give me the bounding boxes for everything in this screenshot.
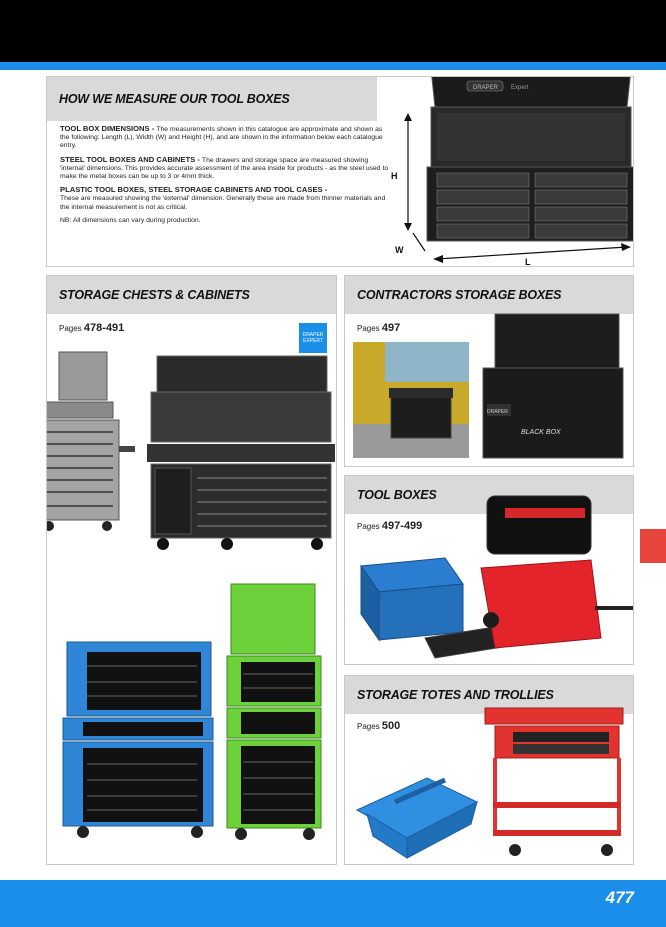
p1-head: TOOL BOX DIMENSIONS - — [60, 124, 157, 133]
dim-l-label: L — [525, 257, 531, 267]
toolboxes-images — [345, 488, 634, 665]
contract-pages-label: Pages — [357, 324, 380, 333]
totes-trollies-panel — [344, 675, 634, 865]
p3-body: These are measured showing the 'external' dimension. Generally these are made from thinner materials and the internal measurement is not as critical. — [60, 195, 386, 211]
p2-body: The drawers and storage space are measured showing 'internal' dimensions. This provides accurate assessment of the area inside for products - as the steel used to make the metal boxes can be up to 3 or 4mm thick. — [60, 156, 389, 181]
contract-title: CONTRACTORS STORAGE BOXES — [357, 288, 562, 302]
p3-head: PLASTIC TOOL BOXES, STEEL STORAGE CABINETS AND TOOL CASES - — [60, 185, 328, 195]
toolboxes-title: TOOL BOXES — [357, 488, 437, 502]
measure-header — [47, 77, 377, 121]
measure-text — [60, 125, 390, 230]
chests-images — [47, 336, 337, 865]
bottom-bar — [0, 880, 666, 927]
p2-head: STEEL TOOL BOXES AND CABINETS - — [60, 154, 202, 164]
totes-title: STORAGE TOTES AND TROLLIES — [357, 688, 554, 702]
grey-cabinet-image — [47, 352, 135, 531]
chests-pages — [59, 322, 124, 334]
draper-expert-logo: DRAPER EXPERT — [299, 323, 327, 353]
chests-header — [47, 276, 336, 314]
chests-pages-value: 478-491 — [83, 322, 125, 334]
page-number: 477 — [605, 888, 634, 907]
dim-w-label: W — [395, 245, 404, 255]
p4-note: NB: All dimensions can vary during production. — [60, 216, 201, 224]
measure-panel — [46, 76, 634, 267]
section-tab-red — [640, 529, 666, 563]
chests-title: STORAGE CHESTS & CABINETS — [59, 288, 250, 302]
chest-model: Expert — [511, 85, 529, 91]
contractors-boxes-panel — [344, 275, 634, 467]
contract-pages-value: 497 — [381, 322, 401, 334]
storage-chests-panel — [46, 275, 337, 865]
dimension-diagram — [387, 76, 634, 267]
chests-pages-label: Pages — [59, 324, 82, 333]
contract-images — [345, 312, 634, 467]
chest-brand: DRAPER — [473, 85, 499, 91]
box-brand: DRAPER — [487, 409, 508, 415]
contract-header — [345, 276, 633, 314]
blue-cabinet-image — [63, 642, 213, 838]
totes-pages-value: 500 — [381, 720, 401, 732]
tool-boxes-panel — [344, 475, 634, 665]
top-bar — [0, 0, 666, 62]
totes-images — [345, 706, 634, 865]
green-cabinet-image — [227, 584, 321, 840]
top-stripe — [0, 62, 666, 70]
toolboxes-pages-label: Pages — [357, 522, 380, 531]
toolboxes-pages-value: 497-499 — [381, 520, 423, 532]
measure-title: HOW WE MEASURE OUR TOOL BOXES — [59, 92, 290, 106]
p1-body: The measurements shown in this catalogue are approximate and shown as the following: Length (L), Width (W) and Height (H), and are shown in the information below each catalogue entry. — [60, 126, 383, 150]
black-combo-image — [147, 356, 335, 550]
dim-h-label: H — [391, 171, 398, 181]
box-model: BLACK BOX — [521, 429, 561, 436]
totes-pages-label: Pages — [357, 722, 380, 731]
